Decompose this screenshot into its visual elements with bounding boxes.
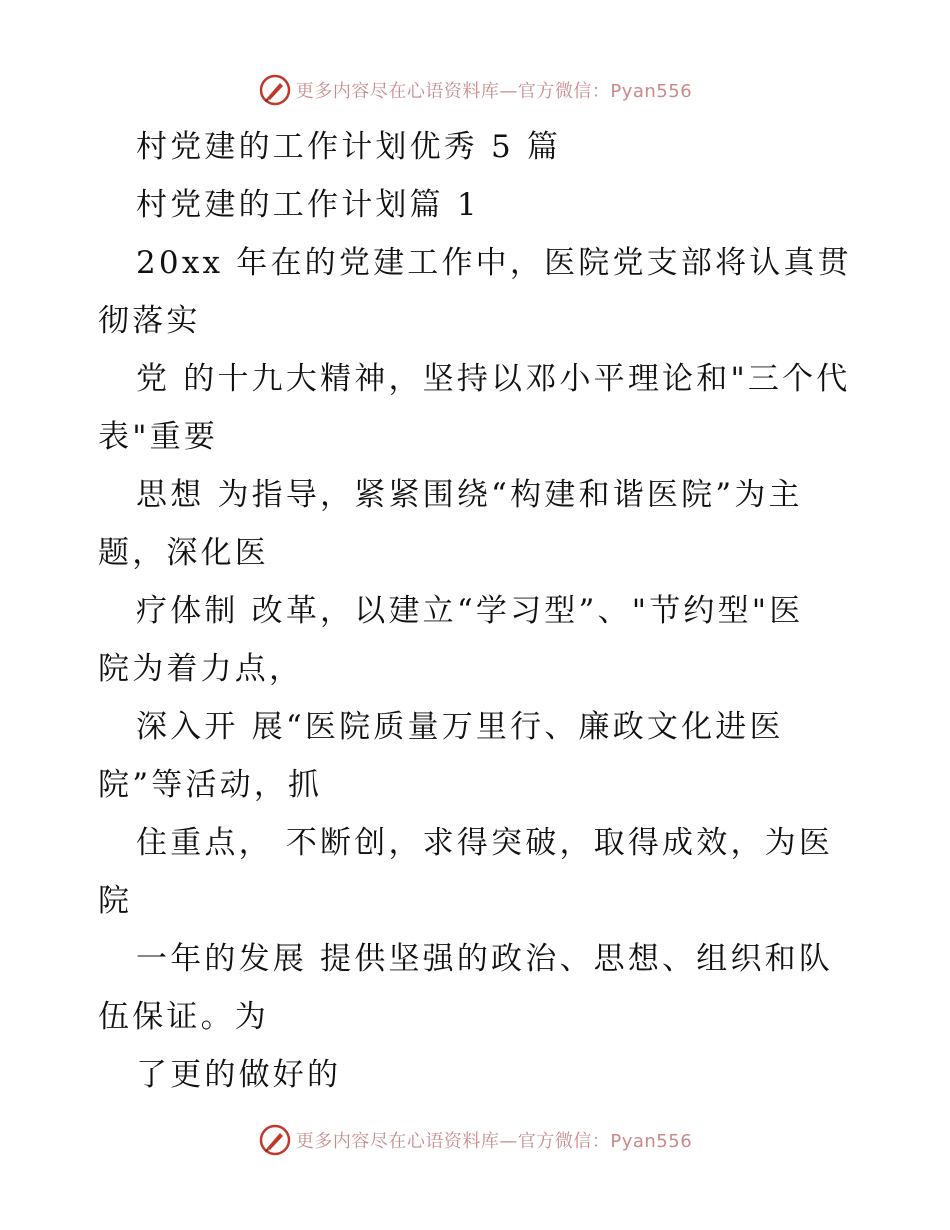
pen-logo-icon	[258, 73, 292, 107]
pen-logo-icon	[258, 1123, 292, 1157]
paragraph-line: 20xx 年在的党建工作中，医院党支部将认真贯	[136, 245, 852, 281]
document-title: 村党建的工作计划优秀 5 篇	[136, 129, 562, 165]
watermark-text: 更多内容尽在心语资料库—官方微信：Pyan556	[295, 1131, 693, 1152]
paragraph-line: 住重点， 不断创，求得突破，取得成效，为医	[136, 825, 834, 861]
paragraph-line: 了更的做好的	[136, 1057, 342, 1093]
paragraph-line: 党 的十九大精神，坚持以邓小平理论和"三个代	[136, 361, 851, 397]
document-body	[98, 118, 868, 1104]
paragraph-line: 院”等活动，抓	[98, 767, 323, 803]
watermark-text: 更多内容尽在心语资料库—官方微信：Pyan556	[295, 81, 693, 102]
paragraph-line: 一年的发展 提供坚强的政治、思想、组织和队	[136, 941, 834, 977]
header-watermark	[0, 68, 950, 112]
paragraph-line: 表"重要	[98, 419, 219, 455]
paragraph-line: 伍保证。为	[98, 999, 269, 1035]
footer-watermark	[0, 1118, 950, 1162]
paragraph-line: 思想 为指导，紧紧围绕“构建和谐医院”为主	[136, 477, 803, 513]
paragraph-line: 院	[98, 883, 133, 919]
paragraph-line: 题，深化医	[98, 535, 269, 571]
paragraph-line: 院为着力点，	[98, 651, 304, 687]
paragraph-line: 深入开 展“医院质量万里行、廉政文化进医	[136, 709, 784, 745]
paragraph-line: 疗体制 改革，以建立“学习型”、"节约型"医	[136, 593, 804, 629]
section-heading: 村党建的工作计划篇 1	[136, 187, 480, 223]
paragraph-line: 彻落实	[98, 303, 201, 339]
